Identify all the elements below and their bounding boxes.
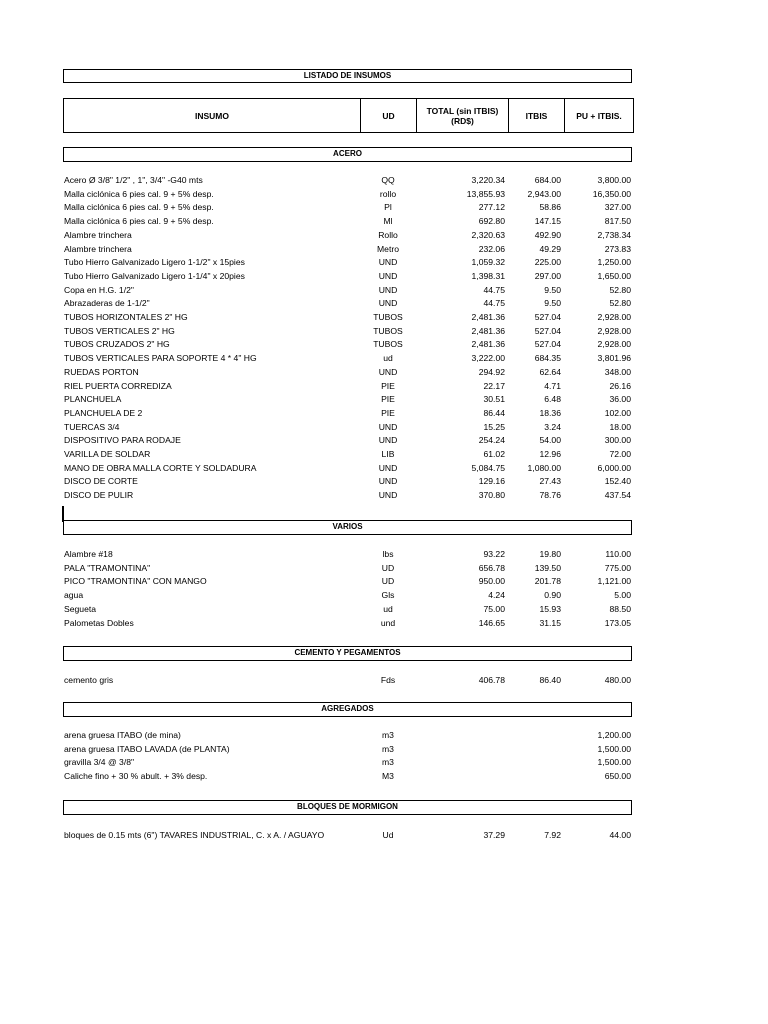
cell-ud: TUBOS: [373, 325, 403, 336]
table-row: [0, 380, 768, 394]
cell-pu-itbis: 36.00: [609, 394, 631, 405]
cell-total: 656.78: [478, 562, 505, 573]
cell-pu-itbis: 2,928.00: [597, 312, 631, 322]
cell-ud: ud: [383, 353, 393, 364]
cell-ud: Ml: [383, 216, 393, 227]
table-row: [0, 215, 768, 229]
cell-pu-itbis: 5.00: [614, 590, 631, 601]
cell-total: 75.00: [483, 603, 505, 614]
cell-pu-itbis: 52.80: [609, 298, 631, 309]
cell-total: 294.92: [478, 366, 505, 377]
cell-pu-itbis: 52.80: [609, 284, 631, 295]
cell-ud: lbs: [382, 549, 394, 559]
cell-pu-itbis: 152.40: [604, 476, 631, 487]
cell-pu-itbis: 88.50: [609, 603, 631, 614]
cell-total: 2,320.63: [471, 229, 505, 240]
cell-insumo: VARILLA DE SOLDAR: [64, 449, 151, 459]
table-row: [0, 448, 768, 462]
cell-ud: UND: [378, 284, 398, 295]
cell-pu-itbis: 18.00: [609, 421, 631, 432]
cell-itbis: 31.15: [539, 617, 561, 628]
cell-itbis: 15.93: [539, 603, 561, 614]
cell-pu-itbis: 2,928.00: [597, 339, 631, 350]
table-row: [0, 575, 768, 589]
cell-insumo: MANO DE OBRA MALLA CORTE Y SOLDADURA: [64, 462, 257, 473]
table-row: [0, 562, 768, 576]
cell-insumo: TUERCAS 3/4: [64, 421, 120, 432]
table-row: [0, 201, 768, 215]
cell-total: 406.78: [478, 675, 505, 685]
cell-ud: Pl: [384, 202, 392, 213]
cell-ud: Metro: [377, 243, 399, 254]
table-row: [0, 297, 768, 311]
cell-itbis: 78.76: [539, 490, 561, 501]
cell-insumo: arena gruesa ITABO (de mina): [64, 730, 181, 740]
cell-total: 1,398.31: [471, 270, 505, 281]
cell-ud: rollo: [379, 188, 397, 199]
cell-insumo: RIEL PUERTA CORREDIZA: [64, 380, 172, 391]
section-header: VARIOS: [63, 520, 632, 535]
cell-total: 93.22: [483, 549, 505, 559]
cell-itbis: 54.00: [539, 435, 561, 446]
cell-ud: Gls: [381, 590, 395, 601]
cell-insumo: Copa en H.G. 1/2": [64, 284, 134, 295]
cell-pu-itbis: 650.00: [604, 771, 631, 782]
cell-ud: UND: [378, 490, 398, 501]
table-row: [0, 284, 768, 298]
cell-itbis: 0.90: [544, 590, 561, 601]
cell-ud: m3: [382, 730, 394, 740]
table-row: [0, 366, 768, 380]
cell-ud: PIE: [381, 394, 395, 405]
cell-insumo: Abrazaderas de 1-1/2": [64, 298, 150, 309]
cell-ud: LIB: [381, 449, 395, 459]
cell-total: 37.29: [483, 830, 505, 840]
cell-insumo: TUBOS HORIZONTALES 2" HG: [64, 312, 188, 322]
cell-insumo: TUBOS CRUZADOS 2" HG: [64, 339, 170, 350]
cell-itbis: 18.36: [539, 407, 561, 418]
cell-insumo: RUEDAS PORTON: [64, 366, 139, 377]
cell-insumo: PLANCHUELA DE 2: [64, 407, 143, 418]
table-row: [0, 174, 768, 188]
cell-total: 370.80: [478, 490, 505, 501]
header-pu-itbis: PU + ITBIS.: [576, 110, 622, 121]
cell-insumo: Alambre trinchera: [64, 229, 132, 240]
table-row: [0, 229, 768, 243]
cell-pu-itbis: 16,350.00: [592, 188, 631, 199]
cell-insumo: Tubo Hierro Galvanizado Ligero 1-1/4" x 20pies: [64, 270, 245, 281]
table-row: [0, 407, 768, 421]
cell-itbis: 4.71: [544, 380, 561, 391]
cell-itbis: 147.15: [534, 216, 561, 227]
cell-pu-itbis: 2,928.00: [597, 325, 631, 336]
cell-total: 44.75: [483, 284, 505, 295]
cell-pu-itbis: 173.05: [604, 617, 631, 628]
cell-pu-itbis: 775.00: [604, 562, 631, 573]
cell-insumo: PLANCHUELA: [64, 394, 122, 405]
cell-insumo: DISCO DE CORTE: [64, 476, 138, 487]
cell-total: 44.75: [483, 298, 505, 309]
header-ud: UD: [361, 99, 417, 132]
header-insumo: INSUMO: [64, 99, 361, 132]
cell-ud: UD: [381, 576, 395, 587]
cell-ud: PIE: [381, 380, 395, 391]
table-row: [0, 243, 768, 257]
cell-pu-itbis: 1,650.00: [597, 270, 631, 281]
cell-pu-itbis: 300.00: [604, 435, 631, 446]
table-row: [0, 729, 768, 743]
cell-itbis: 201.78: [534, 576, 561, 587]
cell-itbis: 58.86: [539, 202, 561, 213]
table-row: [0, 434, 768, 448]
cell-itbis: 9.50: [544, 298, 561, 309]
cell-total: 2,481.36: [471, 325, 505, 336]
cell-itbis: 527.04: [534, 325, 561, 336]
section-header: CEMENTO Y PEGAMENTOS: [63, 646, 632, 661]
cell-pu-itbis: 817.50: [604, 216, 631, 227]
table-row: [0, 548, 768, 562]
cell-total: 5,084.75: [471, 462, 505, 473]
cell-insumo: agua: [64, 590, 84, 601]
cell-pu-itbis: 3,801.96: [597, 353, 631, 364]
cell-itbis: 1,080.00: [527, 462, 561, 473]
section-header: BLOQUES DE MORMIGON: [63, 800, 632, 815]
cell-pu-itbis: 6,000.00: [597, 462, 631, 473]
cell-pu-itbis: 2,738.34: [597, 229, 631, 240]
cell-pu-itbis: 1,500.00: [597, 757, 631, 768]
cell-itbis: 7.92: [544, 830, 561, 840]
cell-ud: UND: [378, 270, 398, 281]
table-row: [0, 589, 768, 603]
cell-insumo: Malla ciclónica 6 pies cal. 9 + 5% desp.: [64, 188, 214, 199]
table-header: [63, 98, 634, 133]
cell-ud: UND: [378, 462, 398, 473]
section-header: AGREGADOS: [63, 702, 632, 717]
table-row: [0, 325, 768, 339]
cell-insumo: TUBOS VERTICALES 2" HG: [64, 325, 175, 336]
cell-ud: UND: [378, 366, 398, 377]
cell-total: 15.25: [483, 421, 505, 432]
cell-total: 277.12: [478, 202, 505, 213]
cell-ud: M3: [382, 771, 394, 782]
cell-ud: UND: [378, 476, 398, 487]
cell-insumo: Malla ciclónica 6 pies cal. 9 + 5% desp.: [64, 216, 214, 227]
table-row: [0, 352, 768, 366]
cell-insumo: Caliche fino + 30 % abult. + 3% desp.: [64, 771, 208, 782]
cell-insumo: PALA "TRAMONTINA": [64, 562, 151, 573]
cell-insumo: PICO "TRAMONTINA" CON MANGO: [64, 576, 207, 587]
table-row: [0, 311, 768, 325]
cell-ud: m3: [382, 743, 394, 754]
header-itbis: ITBIS: [509, 99, 565, 132]
cell-pu-itbis: 102.00: [604, 407, 631, 418]
section-header: ACERO: [63, 147, 632, 162]
cell-itbis: 297.00: [534, 270, 561, 281]
cell-insumo: bloques de 0.15 mts (6") TAVARES INDUSTRIAL, C. x A. / AGUAYO: [64, 830, 325, 840]
cell-itbis: 9.50: [544, 284, 561, 295]
cell-insumo: TUBOS VERTICALES PARA SOPORTE 4 * 4" HG: [64, 353, 257, 364]
cell-total: 692.80: [478, 216, 505, 227]
cell-total: 232.06: [478, 243, 505, 254]
table-row: [0, 603, 768, 617]
table-row: [0, 393, 768, 407]
cell-insumo: Alambre #18: [64, 549, 113, 559]
cell-pu-itbis: 348.00: [604, 366, 631, 377]
table-row: [0, 421, 768, 435]
cell-insumo: cemento gris: [64, 675, 114, 685]
cell-ud: UD: [381, 562, 395, 573]
cell-insumo: DISPOSITIVO PARA RODAJE: [64, 435, 181, 446]
cell-pu-itbis: 72.00: [609, 449, 631, 459]
cell-total: 61.02: [483, 449, 505, 459]
table-row: [0, 475, 768, 489]
cell-ud: ud: [383, 603, 393, 614]
cell-itbis: 225.00: [534, 257, 561, 268]
cell-pu-itbis: 1,200.00: [597, 730, 631, 740]
cell-total: 146.65: [478, 617, 505, 628]
cell-total: 3,222.00: [471, 353, 505, 364]
cell-itbis: 12.96: [539, 449, 561, 459]
cell-total: 22.17: [483, 380, 505, 391]
cell-ud: UND: [378, 421, 398, 432]
cell-ud: UND: [378, 298, 398, 309]
table-row: [0, 674, 768, 688]
cell-itbis: 49.29: [539, 243, 561, 254]
cell-itbis: 527.04: [534, 339, 561, 350]
cell-pu-itbis: 44.00: [609, 830, 631, 840]
header-total: TOTAL (sin ITBIS) (RD$): [417, 99, 509, 132]
cell-pu-itbis: 1,500.00: [597, 743, 631, 754]
cell-insumo: Tubo Hierro Galvanizado Ligero 1-1/2" x 15pies: [64, 257, 245, 268]
table-row: [0, 770, 768, 784]
cell-insumo: gravilla 3/4 @ 3/8": [64, 757, 135, 768]
cell-total: 2,481.36: [471, 339, 505, 350]
cell-ud: Ud: [382, 830, 394, 840]
table-row: [0, 188, 768, 202]
cell-insumo: Acero Ø 3/8" 1/2" , 1", 3/4" -G40 mts: [64, 175, 203, 185]
cell-pu-itbis: 3,800.00: [597, 175, 631, 185]
cell-insumo: arena gruesa ITABO LAVADA (de PLANTA): [64, 743, 230, 754]
cell-itbis: 19.80: [539, 549, 561, 559]
cell-ud: Fds: [380, 675, 396, 685]
cell-itbis: 86.40: [539, 675, 561, 685]
cell-total: 13,855.93: [466, 188, 505, 199]
cell-pu-itbis: 1,250.00: [597, 257, 631, 268]
cell-total: 254.24: [478, 435, 505, 446]
table-row: [0, 338, 768, 352]
table-row: [0, 256, 768, 270]
cell-itbis: 6.48: [544, 394, 561, 405]
cell-total: 30.51: [483, 394, 505, 405]
document-title: LISTADO DE INSUMOS: [63, 69, 632, 83]
table-row: [0, 756, 768, 770]
cell-total: 129.16: [478, 476, 505, 487]
cell-itbis: 527.04: [534, 312, 561, 322]
cell-ud: UND: [378, 435, 398, 446]
table-row: [0, 829, 768, 843]
table-row: [0, 462, 768, 476]
table-row: [0, 617, 768, 631]
cell-pu-itbis: 1,121.00: [597, 576, 631, 587]
cell-total: 2,481.36: [471, 312, 505, 322]
cell-insumo: Segueta: [64, 603, 97, 614]
cell-ud: PIE: [381, 407, 395, 418]
cell-total: 86.44: [483, 407, 505, 418]
cell-itbis: 139.50: [534, 562, 561, 573]
cell-itbis: 492.90: [534, 229, 561, 240]
cell-ud: TUBOS: [373, 339, 403, 350]
cell-itbis: 62.64: [539, 366, 561, 377]
cell-pu-itbis: 110.00: [605, 549, 631, 559]
cell-itbis: 684.35: [534, 353, 561, 364]
cell-ud: QQ: [381, 175, 395, 185]
table-row: [0, 489, 768, 503]
cell-ud: und: [380, 617, 396, 628]
cell-total: 3,220.34: [471, 175, 505, 185]
cell-pu-itbis: 437.54: [604, 490, 631, 501]
table-row: [0, 743, 768, 757]
cell-insumo: Palometas Dobles: [64, 617, 134, 628]
cell-pu-itbis: 480.00: [604, 675, 631, 685]
cell-total: 950.00: [478, 576, 505, 587]
cell-itbis: 3.24: [544, 421, 561, 432]
cell-itbis: 27.43: [539, 476, 561, 487]
cell-ud: Rollo: [378, 229, 398, 240]
cell-pu-itbis: 273.83: [604, 243, 631, 254]
cell-ud: m3: [382, 757, 394, 768]
cell-pu-itbis: 26.16: [609, 380, 631, 391]
cell-itbis: 684.00: [534, 175, 561, 185]
cell-insumo: Malla ciclónica 6 pies cal. 9 + 5% desp.: [64, 202, 214, 213]
cell-pu-itbis: 327.00: [604, 202, 631, 213]
cell-ud: UND: [378, 257, 398, 268]
cell-total: 4.24: [488, 590, 505, 601]
cell-total: 1,059.32: [471, 257, 505, 268]
cell-ud: TUBOS: [373, 312, 403, 322]
cell-itbis: 2,943.00: [527, 188, 561, 199]
table-row: [0, 270, 768, 284]
cell-insumo: Alambre trinchera: [64, 243, 132, 254]
cell-insumo: DISCO DE PULIR: [64, 490, 134, 501]
